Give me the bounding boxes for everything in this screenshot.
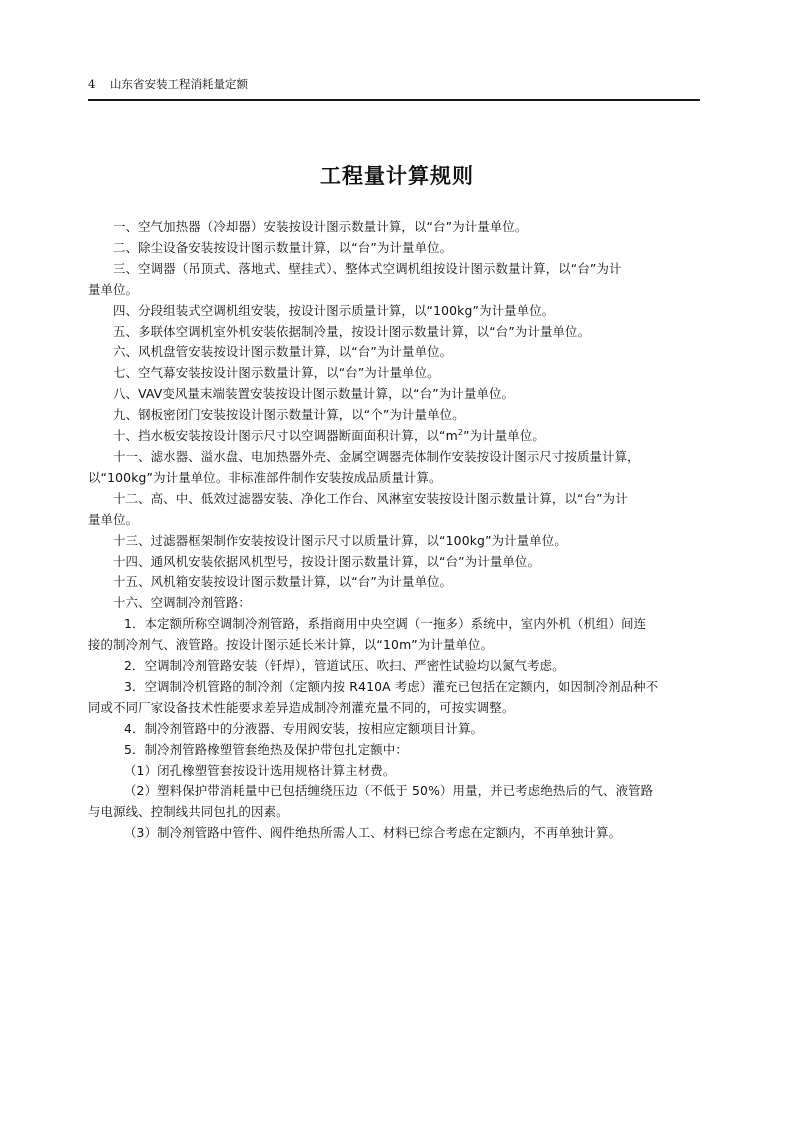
rule-10-text: 十、挡水板安装按设计图示尺寸以空调器断面面积计算，以“m	[113, 428, 458, 444]
item-5: 5．制冷剂管路橡塑管套绝热及保护带包扎定额中：	[124, 741, 408, 757]
page-title: 工程量计算规则	[320, 164, 474, 188]
rule-6: 六、风机盘管安装按设计图示数量计算，以“台”为计量单位。	[113, 344, 453, 360]
item-1-line-1: 1．本定额所称空调制冷剂管路，系指商用中央空调（一拖多）系统中，室内外机（机组）间连	[124, 616, 647, 632]
running-header	[88, 76, 700, 92]
rule-14: 十四、通风机安装依据风机型号，按设计图示数量计算，以“台”为计量单位。	[113, 553, 540, 569]
rule-15: 十五、风机箱安装按设计图示数量计算，以“台”为计量单位。	[113, 574, 453, 590]
page-number: 4	[88, 77, 96, 91]
rule-7: 七、空气幕安装按设计图示数量计算，以“台”为计量单位。	[113, 365, 440, 381]
sub-item-2-line-1: （2）塑料保护带消耗量中已包括缠绕压边（不低于 50%）用量，并已考虑绝热后的气、液管路	[124, 783, 654, 799]
rule-8: 八、VAV变风量末端装置安装按设计图示数量计算，以“台”为计量单位。	[113, 386, 515, 402]
rules-body	[88, 217, 700, 844]
item-4: 4．制冷剂管路中的分液器、专用阀安装，按相应定额项目计算。	[124, 720, 484, 736]
rule-3-line-2: 量单位。	[88, 281, 139, 297]
sub-item-1: （1）闭孔橡塑管套按设计选用规格计算主材费。	[124, 762, 396, 778]
header-rule	[88, 99, 700, 101]
rule-1: 一、空气加热器（冷却器）安装按设计图示数量计算，以“台”为计量单位。	[113, 219, 528, 234]
rule-2: 二、除尘设备安装按设计图示数量计算，以“台”为计量单位。	[113, 239, 453, 255]
book-title: 山东省安装工程消耗量定额	[110, 77, 248, 91]
item-1-line-2: 接的制冷剂气、液管路。按设计图示延长米计算，以“10m”为计量单位。	[88, 637, 494, 653]
rule-10	[88, 426, 700, 447]
sub-item-3: （3）制冷剂管路中管件、阀件绝热所需人工、材料已综合考虑在定额内，不再单独计算。	[124, 825, 622, 841]
superscript-2: 2	[457, 427, 464, 437]
rule-3-line-1: 三、空调器（吊顶式、落地式、壁挂式）、整体式空调机组按设计图示数量计算，以“台”为计	[113, 260, 622, 276]
item-3-line-2: 同或不同厂家设备技术性能要求差异造成制冷剂灌充量不同的，可按实调整。	[88, 699, 515, 715]
item-2: 2．空调制冷剂管路安装（钎焊），管道试压、吹扫、严密性试验均以氮气考虑。	[124, 658, 565, 674]
rule-10-text-end: ”为计量单位。	[463, 428, 545, 444]
rule-11-line-2: 以“100kg”为计量单位。非标准部件制作安装按成品质量计算。	[88, 469, 442, 485]
rule-5: 五、多联体空调机室外机安装依据制冷量，按设计图示数量计算，以“台”为计量单位。	[113, 323, 591, 339]
rule-13: 十三、过滤器框架制作安装按设计图示尺寸以质量计算，以“100kg”为计量单位。	[113, 532, 567, 548]
rule-12-line-1: 十二、高、中、低效过滤器安装、净化工作台、风淋室安装按设计图示数量计算，以“台”为计	[113, 490, 628, 506]
sub-item-2-line-2: 与电源线、控制线共同包扎的因素。	[88, 804, 289, 820]
rule-11-line-1: 十一、滤水器、溢水盘、电加热器外壳、金属空调器壳体制作安装按设计图示尺寸按质量计算，	[113, 448, 640, 464]
rule-9: 九、钢板密闭门安装按设计图示数量计算，以“个”为计量单位。	[113, 407, 465, 423]
item-3-line-1: 3．空调制冷机管路的制冷剂（定额内按 R410A 考虑）灌充已包括在定额内，如因制冷剂品种不	[124, 678, 659, 694]
rule-16: 十六、空调制冷剂管路：	[113, 595, 251, 611]
rule-12-line-2: 量单位。	[88, 511, 139, 527]
rule-4: 四、分段组装式空调机组安装，按设计图示质量计算，以“100kg”为计量单位。	[113, 302, 555, 318]
